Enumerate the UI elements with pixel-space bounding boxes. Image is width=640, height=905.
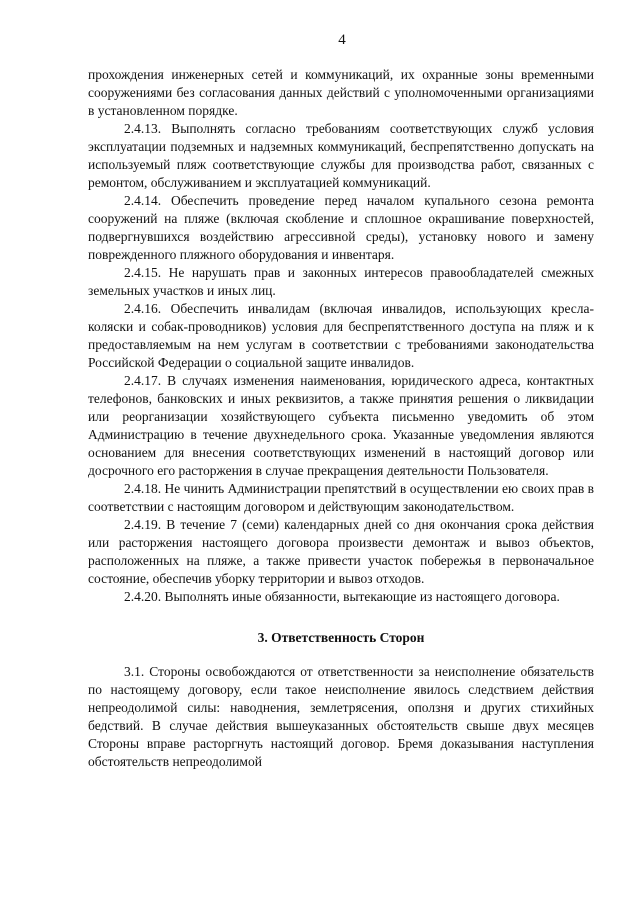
document-body	[88, 66, 594, 771]
paragraph-2-4-14: 2.4.14. Обеспечить проведение перед началом купального сезона ремонта сооружений на пляже (включая скобление и сплошное окрашивание поверхностей, подвергнувшихся воздействию агрессивной среды), установку нового и замену поврежденного пляжного оборудования и инвентаря.	[88, 193, 594, 262]
paragraph-2-4-17: 2.4.17. В случаях изменения наименования, юридического адреса, контактных телефонов, банковских и иных реквизитов, а также принятия решения о ликвидации или реорганизации хозяйствующего субъекта письменно уведомить об этом Администрацию в течение двухнедельного срока. Указанные уведомления являются основанием для внесения соответствующих изменений в настоящий договор или досрочного его расторжения в случае прекращения деятельности Пользователя.	[88, 373, 594, 478]
paragraph-2-4-18: 2.4.18. Не чинить Администрации препятствий в осуществлении ею своих прав в соответствии с настоящим договором и действующим законодательством.	[88, 481, 594, 514]
paragraph-continuation: прохождения инженерных сетей и коммуникаций, их охранные зоны временными сооружениями без согласования данных действий с уполномоченными организациями в установленном порядке.	[88, 67, 594, 118]
paragraph-2-4-20: 2.4.20. Выполнять иные обязанности, вытекающие из настоящего договора.	[124, 589, 560, 604]
paragraph-2-4-13: 2.4.13. Выполнять согласно требованиям соответствующих служб условия эксплуатации подземных и надземных коммуникаций, беспрепятственно допускать на используемый пляж соответствующие службы для производства работ, связанных с ремонтом, обслуживанием и эксплуатацией коммуникаций.	[88, 121, 594, 190]
paragraph-2-4-16: 2.4.16. Обеспечить инвалидам (включая инвалидов, использующих кресла-коляски и собак-проводников) условия для беспрепятственного доступа на пляж и к предоставляемым на нем услугам в соответствии с требованиями законодательства Российской Федерации о социальной защите инвалидов.	[88, 301, 594, 370]
paragraph-2-4-19: 2.4.19. В течение 7 (семи) календарных дней со дня окончания срока действия или расторжения настоящего договора произвести демонтаж и вывоз объектов, расположенных на пляже, а также привести участок побережья в первоначальное состояние, обеспечив уборку территории и вывоз отходов.	[88, 517, 594, 586]
paragraph-3-1: 3.1. Стороны освобождаются от ответственности за неисполнение обязательств по настоящему договору, если такое неисполнение явилось следствием действия непреодолимой силы: наводнения, землетрясения, оползня и других стихийных бедствий. В случае действия вышеуказанных обстоятельств свыше двух месяцев Стороны вправе расторгнуть настоящий договор. Бремя доказывания наступления обстоятельств непреодолимой	[88, 664, 594, 769]
section-heading: 3. Ответственность Сторон	[257, 630, 425, 645]
paragraph-2-4-15: 2.4.15. Не нарушать прав и законных интересов правообладателей смежных земельных участков и иных лиц.	[88, 265, 594, 298]
page-number: 4	[338, 32, 346, 48]
